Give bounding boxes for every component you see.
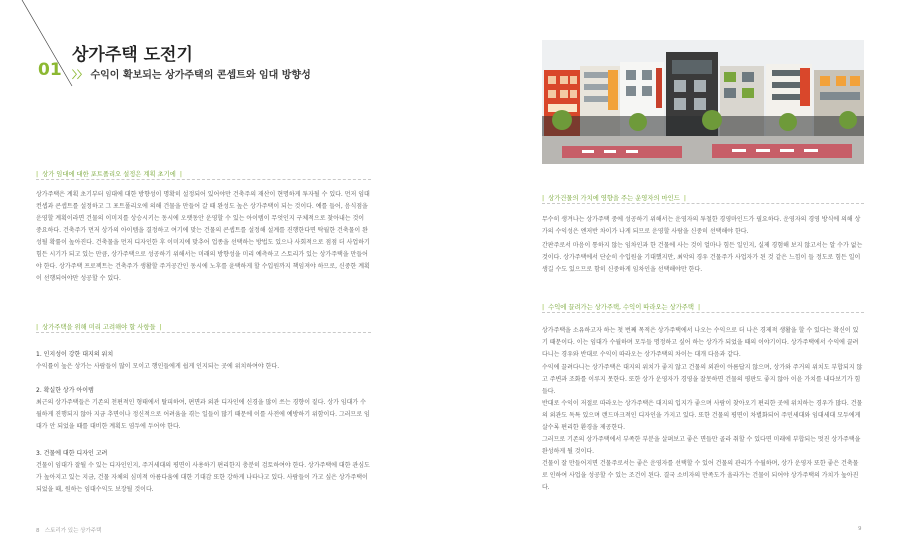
list-item-title: 1. 인지성이 강한 대지의 위치 (36, 351, 114, 358)
section-heading-left-1: | 상가 임대에 대한 포트폴리오 설정은 계획 초기에 | (36, 171, 182, 178)
paragraph: 건물이 잘 만들어지면 건물주로서는 좋은 운영자를 선택할 수 있어 건물의 관리가 수월하며, 상가 운영자 또한 좋은 건축물로 인하여 사업을 성공할 수 있는 조건이 된다. 결국 소비자의 만족도가 올라가는 건물이 되어야 상가주택의 가치가 높아진다. (542, 460, 859, 491)
paragraph: 그러므로 기존의 상가주택에서 부족한 부분을 살펴보고 좋은 면들만 골라 취할 수 있다면 미래에 부합되는 멋진 상가주택을 완성하게 될 것이다. (542, 436, 861, 455)
double-chevron-icon: 〉〉 (72, 70, 87, 81)
paragraph: 상가주택을 소유하고자 하는 첫 번째 목적은 상가주택에서 나오는 수익으로 더 나은 경제적 생활을 할 수 있다는 확신이 있기 때문이다. 이는 임대가 수월하며 모두들 명정하고 싶어 하는 상가가 되었을 때의 이야기이다. 상가주택에서 수익에 끌려다니는 경우와 반대로 수익이 따라오는 상가주택의 차이는 대개 다음과 같다. (542, 327, 859, 358)
section-heading-right-1: | 상가건물의 가치에 영향을 주는 운영자의 마인드 | (542, 195, 686, 202)
paragraph: 상가주택은 계획 초기부터 임대에 대한 방향성이 명확히 설정되어 있어야만 건축주의 재산이 현명하게 투자될 수 있다. 먼저 임대컨셉과 콘셉트를 설정하고 그 포트폴리오에 의해 건물을 만들어 갈 때 완성도 높은 상가주택이 되는 것이다. 예를 들어, 음식점을 운영할 계획이라면 건물의 이미지를 상승시키는 동시에 오랫동안 운영할 수 있는 아이템이 무엇인지 구체적으로 찾아내는 것이 중요하다. 건축주가 먼저 상가의 아이템을 결정하고 여기에 맞는 건물의 콘셉트를 설정해 설계를 진행한다면 탁월한 건축물이 완성될 확률이 높아진다. 건축물을 먼저 디자인한 후 이미지에 맞추어 업종을 선택하는 방법도 있으나 사회적으로 점점 더 사업하기 힘든 시기가 되고 있는 만큼, 상가주택으로 성공하기 위해서는 미래의 방향성을 미리 예측하고 스토리가 있는 상가주택을 만들어야 한다. 상가주택 프로젝트는 건축주가 생활할 주거공간인 동시에 노후를 윤택하게 할 수입원까지 책임져야 하므로, 신중한 계획이 선행되어야만 성공할 수 있다. (36, 191, 370, 282)
footer-left (36, 526, 101, 534)
divider (36, 332, 371, 333)
list-item-title: 2. 확실한 상가 아이템 (36, 387, 94, 394)
list-item-text: 수익률이 높은 상가는 사람들이 많이 모이고 행인들에게 쉽게 인지되는 곳에 위치하여야 한다. (36, 363, 280, 370)
list-item-text: 최근의 상가주택들은 기존의 천편적인 형태에서 탈피하여, 편면과 외관 디자인에 신경을 많이 쓰는 경향이 짙다. 상가 임대가 수월하게 진행되지 않아 지금 추면이나 정신적으로 어려움을 겪는 일들이 많기 때문에 이를 사전에 예방하기 위함이다. 그러므로 임대가 안 되었을 때를 대비한 계획도 염두에 두어야 한다. (36, 399, 370, 430)
divider (36, 179, 371, 180)
divider (542, 312, 864, 313)
paragraph: 간판주로서 마음이 통하지 않는 임차인과 한 건물에 사는 것이 얼마나 힘든 일인지, 실제 경험해 보지 않고서는 알 수가 없는 것이다. 상가주택에서 단순히 수입원을 기대했지만, 최악의 경우 건물주가 사업자가 된 것 같은 느낌이 들 정도로 힘든 일이 생길 수도 있으므로 함히 신중하게 임차인을 선택해야만 한다. (542, 242, 863, 273)
photo-of-mixed-use-buildings (542, 40, 864, 164)
chapter-title: 상가주택 도전기 (72, 45, 193, 65)
paragraph: 무수히 생겨나는 상가주택 중에 성공하기 위해서는 운영자의 투철한 경영마인드가 필요하다. 운영자의 경영 방식에 의해 상가의 수익성은 엔저반 차이가 나게 되므로 운영할 사람을 신중히 선택해야 한다. (542, 216, 861, 235)
book-title: 스토리가 있는 상가주택 (44, 528, 102, 534)
list-item-title: 3. 건물에 대한 디자인 고려 (36, 450, 108, 457)
chapter-number: 01 (38, 60, 62, 80)
subtitle-text: 수익이 확보되는 상가주택의 콘셉트와 임대 방향성 (90, 70, 311, 81)
page-number: 8 (36, 528, 40, 534)
list-item-text: 건물이 임대가 잘될 수 있는 디자인인지, 주거세대의 평면이 사용하기 편리한지 충분히 검토하여야 한다. 상가주택에 대한 관심도가 높아지고 있는 지금, 건물 자체의 심미적 아름다움에 대한 기대감 또한 강하게 나타나고 있다. 사람들이 가고 싶은 상가주택이 되었을 때, 원하는 임대수익도 보장될 것이다. (36, 462, 370, 493)
paragraph: 반대로 수익이 저절로 따라오는 상가주택은 대지의 입지가 좋으며 사람이 찾아오기 편리한 곳에 위치하는 경우가 많다. 건물의 외관도 독특 있으며 랜드마크적인 디자인을 가지고 있다. 또한 건물의 평면이 차별화되어 주민세대와 임대세대 모두에게 살수록 편리한 환경을 제공한다. (542, 400, 863, 431)
divider (542, 203, 864, 204)
section-heading-left-2: | 상가주택을 위해 미리 고려해야 할 사항들 | (36, 324, 162, 331)
page-number-right: 9 (858, 526, 862, 532)
chapter-subtitle (72, 66, 311, 81)
paragraph: 수익에 끌려다니는 상가주택은 대지의 위치가 좋지 않고 건물의 외관이 아름답지 않으며, 상가와 주거의 위치도 부합되지 않고 주변과 조화를 이루지 못한다. 또한 상가 운영자가 경영을 잘못하면 건물의 평판도 좋지 않아 이윤 가치를 내다보기가 힘들다. (542, 364, 863, 395)
section-heading-right-2: | 수익에 끌려가는 상가주택, 수익이 따라오는 상가주택 | (542, 304, 701, 311)
